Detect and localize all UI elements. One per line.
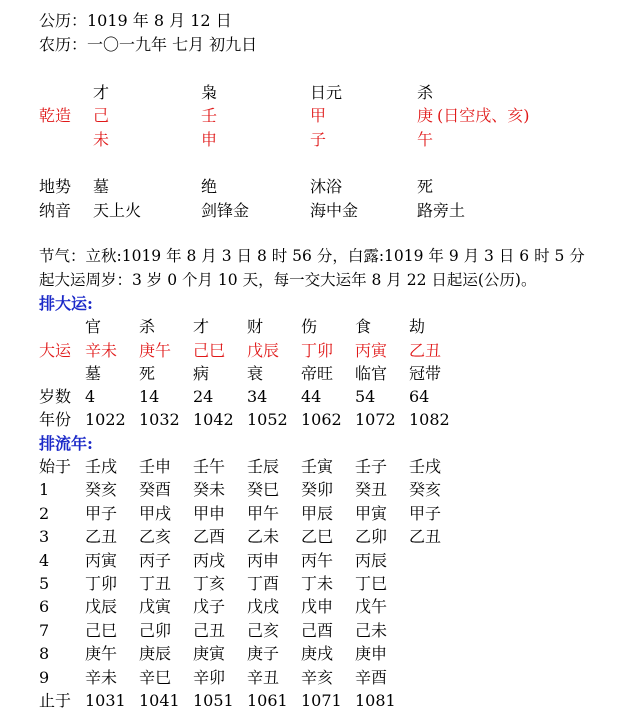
dayun-title: 排大运: [39,294,93,313]
liunian-row-label: 始于 [39,457,72,476]
liunian-cell: 己丑 [193,620,226,640]
liunian-cell: 庚戌 [301,644,334,664]
branch-day: 子 [310,130,327,149]
liunian-cell: 丙午 [301,550,334,570]
liunian-cell: 1041 [139,691,180,710]
liunian-cell: 丁酉 [247,574,280,593]
dayun-states-cell: 临官 [355,364,388,383]
liunian-cell: 甲戌 [139,503,172,523]
liunian-cell: 乙丑 [409,527,442,547]
dayun-states-cell: 冠带 [409,364,442,383]
lunar-date: 农历：一〇一九年 七月 初九日 [39,35,258,54]
liunian-cell: 壬子 [355,457,388,476]
liunian-row-label: 8 [39,644,50,664]
dayun-ages-cell: 34 [247,387,268,406]
liunian-cell: 癸亥 [85,480,118,500]
god-year: 才 [93,83,110,102]
dishi-year: 墓 [93,177,110,196]
liunian-cell: 戊申 [301,597,334,617]
liunian-cell: 戊戌 [247,597,280,617]
liunian-cell: 己酉 [301,620,334,640]
liunian-cell: 甲子 [409,503,442,523]
branch-year: 未 [93,130,110,149]
liunian-row-label: 3 [39,527,50,547]
god-day: 日元 [310,83,343,102]
liunian-row-label: 7 [39,620,50,640]
liunian-cell: 1071 [301,691,342,710]
liunian-cell: 乙卯 [355,527,388,547]
dayun-ages-cell: 24 [193,387,214,406]
dayun-years-cell: 1062 [301,410,342,429]
god-month: 枭 [201,83,218,102]
stem-month: 壬 [201,106,218,125]
liunian-cell: 庚辰 [139,644,172,664]
liunian-cell: 甲辰 [301,503,334,523]
gregorian-date: 公历：1019 年 8 月 12 日 [39,11,232,30]
solar-terms: 节气：立秋:1019 年 8 月 3 日 8 时 56 分，白露:1019 年 9 月 3 日 6 时 5 分 [39,247,585,265]
liunian-cell: 甲申 [193,503,226,523]
liunian-cell: 庚子 [247,644,280,664]
liunian-cell: 丙子 [139,550,172,570]
liunian-cell: 壬申 [139,457,172,476]
liunian-cell: 丁未 [301,574,334,593]
dayun-pillars-cell: 庚午 [139,341,172,360]
branch-month: 申 [201,130,218,149]
nayin-year: 天上火 [93,201,142,220]
branch-hour: 午 [417,130,434,149]
liunian-row-label: 6 [39,597,50,617]
liunian-cell: 甲子 [85,503,118,523]
dayun-pillars-cell: 丁卯 [301,341,334,360]
liunian-cell: 1051 [193,691,234,710]
dayun-gods-cell: 才 [193,317,210,336]
dayun-states-cell: 墓 [85,364,102,383]
liunian-cell: 1031 [85,691,126,710]
liunian-cell: 己亥 [247,620,280,640]
dayun-pillars-cell: 辛未 [85,341,118,360]
liunian-cell: 乙亥 [139,527,172,547]
liunian-cell: 壬寅 [301,457,334,476]
god-hour: 杀 [417,83,434,102]
liunian-cell: 1061 [247,691,288,710]
dayun-years-cell: 1082 [409,410,450,429]
dayun-gods-cell: 官 [85,317,102,336]
dayun-pillars-cell: 己巳 [193,341,226,360]
dayun-pillars-cell: 丙寅 [355,341,388,360]
dayun-ages-cell: 4 [85,387,96,406]
dayun-row-label: 年份 [39,410,72,429]
dayun-years-cell: 1022 [85,410,126,429]
stem-hour: 庚 [417,106,434,125]
liunian-cell: 乙未 [247,527,280,547]
liunian-cell: 丙寅 [85,550,118,570]
dayun-states-cell: 病 [193,364,210,383]
dayun-ages-cell: 44 [301,387,322,406]
liunian-cell: 乙丑 [85,527,118,547]
liunian-row-label: 5 [39,574,50,593]
dayun-states-cell: 死 [139,364,156,383]
dayun-row-label: 大运 [39,341,72,360]
liunian-cell: 辛巳 [139,667,172,687]
liunian-cell: 丁卯 [85,574,118,593]
dayun-gods-cell: 伤 [301,317,318,336]
liunian-cell: 壬戌 [409,457,442,476]
liunian-cell: 辛丑 [247,667,280,687]
liunian-cell: 癸亥 [409,480,442,500]
dayun-ages-cell: 54 [355,387,376,406]
liunian-cell: 丙辰 [355,550,388,570]
liunian-cell: 辛未 [85,667,118,687]
liunian-cell: 甲午 [247,503,280,523]
liunian-row-label: 4 [39,550,50,570]
liunian-cell: 癸丑 [355,480,388,500]
liunian-cell: 丙申 [247,550,280,570]
liunian-row-label: 2 [39,503,50,523]
dayun-states-cell: 衰 [247,364,264,383]
liunian-row-label: 止于 [39,691,72,710]
liunian-cell: 庚寅 [193,644,226,664]
chart-label: 乾造 [39,106,72,125]
liunian-cell: 己卯 [139,620,172,640]
liunian-cell: 戊子 [193,597,226,617]
stem-year: 己 [93,106,110,125]
dayun-years-cell: 1072 [355,410,396,429]
dayun-ages-cell: 14 [139,387,160,406]
qiyun-info: 起大运周岁：3 岁 0 个月 10 天，每一交大运年 8 月 22 日起运(公历)。 [39,271,537,289]
liunian-cell: 丁丑 [139,574,172,593]
liunian-cell: 乙酉 [193,527,226,547]
dayun-pillars-cell: 乙丑 [409,341,442,360]
liunian-cell: 辛卯 [193,667,226,687]
dayun-years-cell: 1052 [247,410,288,429]
liunian-cell: 戊寅 [139,597,172,617]
liunian-cell: 庚午 [85,644,118,664]
liunian-cell: 戊辰 [85,597,118,617]
liunian-cell: 庚申 [355,644,388,664]
liunian-cell: 甲寅 [355,503,388,523]
nayin-label: 纳音 [39,201,72,220]
stem-day: 甲 [310,106,327,125]
nayin-hour: 路旁土 [417,201,466,220]
liunian-title: 排流年: [39,434,93,453]
dishi-day: 沐浴 [310,177,343,196]
liunian-cell: 戊午 [355,597,388,617]
liunian-cell: 1081 [355,691,396,710]
dayun-row-label: 岁数 [39,387,72,406]
dayun-gods-cell: 劫 [409,317,426,336]
dayun-gods-cell: 食 [355,317,372,336]
liunian-row-label: 9 [39,667,50,687]
dayun-years-cell: 1042 [193,410,234,429]
dayun-states-cell: 帝旺 [301,364,334,383]
liunian-cell: 丁亥 [193,574,226,593]
dishi-month: 绝 [201,177,218,196]
dishi-label: 地势 [39,177,72,196]
nayin-day: 海中金 [310,201,359,220]
dayun-ages-cell: 64 [409,387,430,406]
dayun-gods-cell: 杀 [139,317,156,336]
liunian-cell: 壬午 [193,457,226,476]
liunian-cell: 己未 [355,620,388,640]
nayin-month: 剑锋金 [201,201,250,220]
void-note: (日空戌、亥) [437,106,530,125]
liunian-cell: 癸未 [193,480,226,500]
liunian-cell: 壬戌 [85,457,118,476]
dayun-gods-cell: 财 [247,317,264,336]
liunian-cell: 乙巳 [301,527,334,547]
liunian-cell: 己巳 [85,620,118,640]
liunian-cell: 辛酉 [355,667,388,687]
dishi-hour: 死 [417,177,434,196]
liunian-cell: 丙戌 [193,550,226,570]
dayun-pillars-cell: 戊辰 [247,341,280,360]
dayun-years-cell: 1032 [139,410,180,429]
liunian-cell: 壬辰 [247,457,280,476]
liunian-cell: 丁巳 [355,574,388,593]
liunian-cell: 癸卯 [301,480,334,500]
liunian-row-label: 1 [39,480,50,500]
liunian-cell: 癸酉 [139,480,172,500]
liunian-cell: 辛亥 [301,667,334,687]
liunian-cell: 癸巳 [247,480,280,500]
